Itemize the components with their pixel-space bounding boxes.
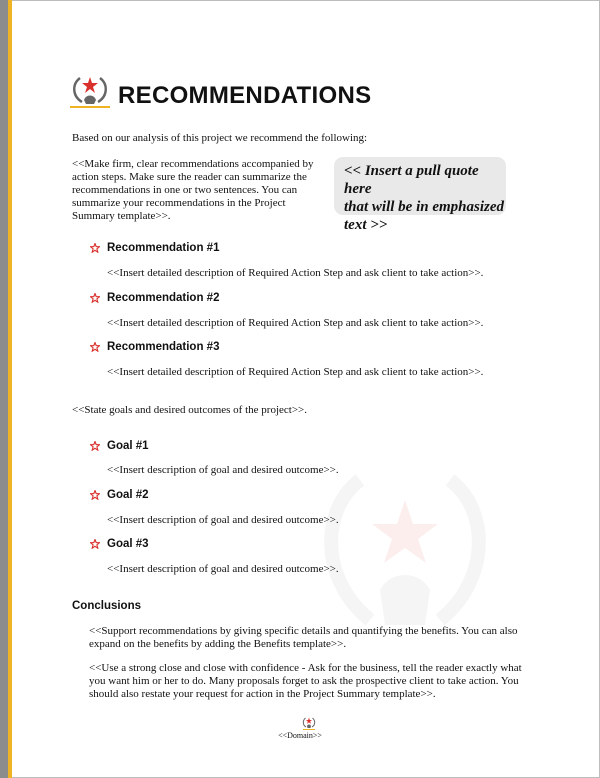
page-border-top — [0, 0, 600, 1]
goal-description: <<Insert description of goal and desired outcome>>. — [107, 514, 339, 526]
footer-domain: <<Domain>> — [278, 731, 322, 740]
instruction-line: <<Make firm, clear recommendations accompanied by — [72, 158, 314, 170]
conclusions-line: <<Support recommendations by giving specific details and quantifying the benefits. You can also — [89, 625, 518, 637]
conclusions-paragraph — [89, 662, 529, 701]
instruction-line: action steps. Make sure the reader can summarize the — [72, 171, 307, 183]
star-bullet-icon — [90, 243, 100, 253]
pull-quote-line: << Insert a pull quote here — [344, 163, 479, 197]
instruction-paragraph — [72, 158, 322, 223]
star-bullet-icon — [90, 539, 100, 549]
star-bullet-icon — [90, 441, 100, 451]
goal-title: Goal #3 — [107, 538, 149, 550]
side-bar-gold — [8, 0, 12, 778]
intro-text: Based on our analysis of this project we recommend the following: — [72, 132, 368, 144]
star-bullet-icon — [90, 490, 100, 500]
instruction-line: summarize your recommendations in the Project — [72, 197, 286, 209]
goal-description: <<Insert description of goal and desired outcome>>. — [107, 464, 339, 476]
conclusions-paragraph — [89, 625, 529, 651]
side-bar-gray — [0, 0, 8, 778]
instruction-line: recommendations in one or two sentences. You can — [72, 184, 298, 196]
recommendation-description: <<Insert detailed description of Required Action Step and ask client to take action>>. — [107, 267, 484, 279]
recommendation-description: <<Insert detailed description of Required Action Step and ask client to take action>>. — [107, 366, 484, 378]
conclusions-heading: Conclusions — [72, 600, 142, 612]
footer-logo-icon — [302, 716, 316, 730]
pull-quote-box — [334, 157, 506, 233]
page-title: RECOMMENDATIONS — [118, 82, 372, 109]
company-logo-icon — [70, 72, 110, 108]
star-bullet-icon — [90, 342, 100, 352]
goal-description: <<Insert description of goal and desired outcome>>. — [107, 563, 339, 575]
conclusions-line: expand on the benefits by adding the Benefits template>>. — [89, 638, 347, 650]
recommendation-title: Recommendation #3 — [107, 341, 220, 353]
goal-title: Goal #1 — [107, 440, 149, 452]
recommendation-title: Recommendation #1 — [107, 242, 220, 254]
recommendation-title: Recommendation #2 — [107, 292, 220, 304]
instruction-line: Summary template>>. — [72, 210, 171, 222]
pull-quote-line: text >> — [344, 217, 388, 233]
star-bullet-icon — [90, 293, 100, 303]
goals-intro-text: <<State goals and desired outcomes of the project>>. — [72, 404, 307, 416]
conclusions-line: <<Use a strong close and close with confidence - Ask for the business, tell the reader exactly what — [89, 662, 522, 674]
conclusions-line: you want him or her to do. Many proposals forget to ask the prospective client to take action. You — [89, 675, 519, 687]
goal-title: Goal #2 — [107, 489, 149, 501]
recommendation-description: <<Insert detailed description of Required Action Step and ask client to take action>>. — [107, 317, 484, 329]
conclusions-line: should also restate your request for action in the Project Summary template>>. — [89, 688, 436, 700]
pull-quote-line: that will be in emphasized — [344, 199, 505, 215]
